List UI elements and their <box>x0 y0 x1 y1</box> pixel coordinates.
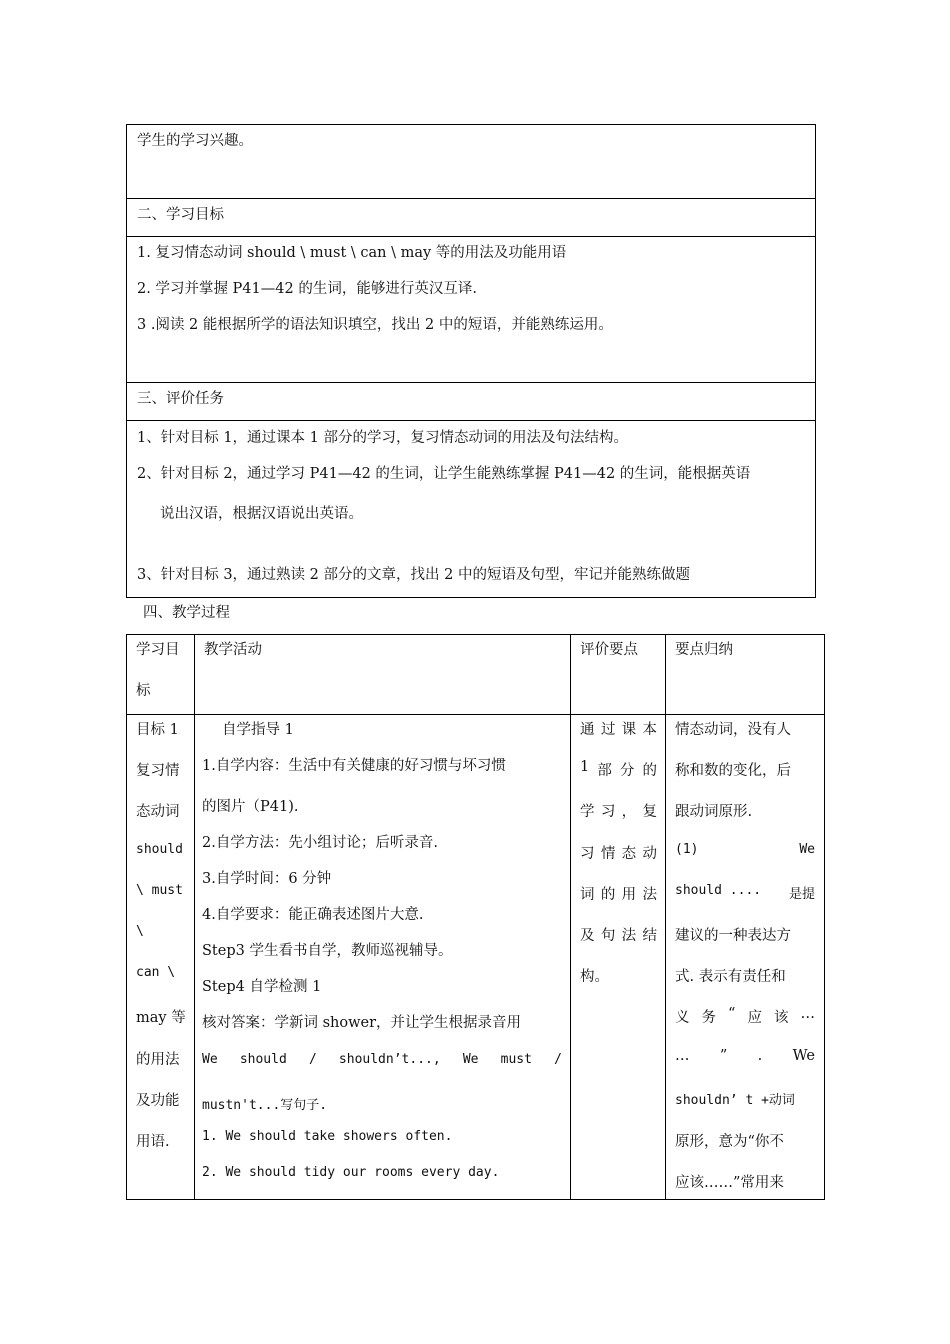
intro-text: 学生的学习兴趣。 <box>137 133 253 149</box>
header-evaluation: 评价要点 <box>580 642 638 658</box>
summary-token: 跟动词原形. <box>675 804 753 821</box>
summary-token: should .... <box>675 882 762 898</box>
summary-line <box>675 1171 784 1192</box>
evaluation-char: 构。 <box>580 969 609 986</box>
summary-line <box>675 1130 784 1151</box>
summary-token: 应该……”常用来 <box>675 1175 784 1192</box>
summary-line <box>675 759 791 780</box>
row-divider <box>126 382 816 383</box>
summary-token: 称和数的变化，后 <box>675 763 791 780</box>
evaluation-char: 习 <box>600 804 616 821</box>
activity-line: 3.自学时间：6 分钟 <box>202 871 332 887</box>
row-divider <box>126 420 816 421</box>
row-divider <box>126 236 816 237</box>
evaluation-char: 通 <box>580 722 595 738</box>
objectives-table <box>126 124 816 598</box>
summary-token: (1) <box>675 841 699 857</box>
evaluation-char: 分 <box>619 763 635 780</box>
summary-line <box>675 1089 795 1108</box>
summary-token: … <box>800 1006 815 1023</box>
header-divider <box>126 714 825 715</box>
evaluation-line <box>580 924 657 945</box>
activity-line: 4.自学要求：能正确表述图片大意. <box>202 907 424 923</box>
sentence-pattern-token: / <box>554 1052 562 1067</box>
activity-line-sentence-pattern <box>202 1052 562 1067</box>
evaluation-char: 习 <box>580 845 595 862</box>
summary-token: ” <box>719 1047 728 1064</box>
goal-line: 复习情 <box>136 763 180 780</box>
activity-line: Step4 自学检测 1 <box>202 979 322 995</box>
summary-token: shouldn’ t +动词 <box>675 1092 795 1108</box>
sentence-pattern-token: We <box>462 1052 479 1067</box>
activity-line: 核对答案：学新词 shower，并让学生根据录音用 <box>202 1015 522 1031</box>
task-item: 3、针对目标 3，通过熟读 2 部分的文章，找出 2 中的短语及句型，牢记并能熟练做题 <box>137 567 690 583</box>
evaluation-char: 的 <box>642 763 657 780</box>
summary-token: … <box>675 1047 690 1064</box>
goal-line: 及功能 <box>136 1092 180 1109</box>
sentence-pattern-token: must <box>500 1052 532 1067</box>
summary-line <box>675 924 791 945</box>
sentence-pattern-token: We <box>202 1052 218 1067</box>
summary-line <box>675 718 791 739</box>
evaluation-line <box>580 842 657 863</box>
evaluation-line <box>580 883 657 904</box>
goal-line: 的用法 <box>136 1051 180 1068</box>
evaluation-char: 课 <box>621 722 637 738</box>
objective-item: 2. 学习并掌握 P41—42 的生词，能够进行英汉互译. <box>137 281 477 297</box>
activity-example: 1. We should take showers often. <box>202 1129 453 1144</box>
column-divider <box>570 634 571 1200</box>
evaluation-line <box>580 800 657 821</box>
evaluation-char: 用 <box>621 886 637 903</box>
task-item: 1、针对目标 1，通过课本 1 部分的学习，复习情态动词的用法及句法结构。 <box>137 430 629 446</box>
summary-token: 情态动词，没有人 <box>675 722 791 738</box>
evaluation-char: ， <box>621 804 637 821</box>
header-summary: 要点归纳 <box>675 642 733 658</box>
evaluation-char: 本 <box>642 722 657 738</box>
summary-token: 务 <box>701 1010 717 1027</box>
summary-line <box>675 842 815 857</box>
goal-line: can \ <box>136 965 176 981</box>
activity-line: 1.自学内容：生活中有关健康的好习惯与坏习惯 <box>202 758 506 774</box>
row-divider <box>126 198 816 199</box>
evaluation-char: 复 <box>642 804 657 821</box>
activity-line: mustn't...写句子. <box>202 1098 328 1113</box>
evaluation-char: 部 <box>597 763 612 780</box>
column-divider <box>194 634 195 1200</box>
summary-token: 应 <box>747 1010 762 1027</box>
evaluation-char: 词 <box>580 886 595 903</box>
evaluation-char: 动 <box>642 845 657 862</box>
goal-line: 用语. <box>136 1134 170 1150</box>
evaluation-line <box>580 759 657 780</box>
activity-title: 自学指导 1 <box>222 722 294 738</box>
evaluation-char: 过 <box>600 722 616 738</box>
evaluation-char: 法 <box>642 886 657 903</box>
header-goal-cont: 标 <box>136 683 151 699</box>
summary-token: 原形，意为“你不 <box>675 1134 784 1150</box>
sentence-pattern-token: / <box>308 1052 317 1067</box>
summary-token: 该 <box>773 1010 789 1027</box>
activity-line: Step3 学生看书自学，教师巡视辅导。 <box>202 943 453 959</box>
evaluation-char: 态 <box>621 845 637 862</box>
goal-line: should <box>136 841 183 857</box>
summary-token: 义 <box>675 1010 690 1027</box>
section3-heading: 三、评价任务 <box>137 391 224 407</box>
evaluation-char: 法 <box>621 928 637 944</box>
goal-line: may 等 <box>136 1010 186 1027</box>
activity-line: 2.自学方法：先小组讨论；后听录音. <box>202 835 438 851</box>
section4-heading: 四、教学过程 <box>143 605 230 621</box>
summary-token: “ <box>728 1006 736 1023</box>
activity-example: 2. We should tidy our rooms every day. <box>202 1165 500 1180</box>
header-activity: 教学活动 <box>204 642 262 658</box>
evaluation-line <box>580 965 609 986</box>
summary-token: . <box>757 1047 763 1064</box>
objective-item: 3 .阅读 2 能根据所学的语法知识填空，找出 2 中的短语，并能熟练运用。 <box>137 317 613 333</box>
summary-token: 建议的一种表达方 <box>675 928 791 944</box>
objective-item: 1. 复习情态动词 should \ must \ can \ may 等的用法及功能用语 <box>137 245 567 261</box>
evaluation-char: 情 <box>600 845 616 862</box>
summary-line <box>675 883 815 902</box>
evaluation-char: 学 <box>580 804 595 821</box>
summary-token: 是提 <box>788 886 815 902</box>
goal-line: \ <box>136 924 144 939</box>
summary-line <box>675 1006 815 1027</box>
column-divider <box>665 634 666 1200</box>
section2-heading: 二、学习目标 <box>137 207 224 223</box>
header-goal: 学习目 <box>136 642 180 658</box>
evaluation-char: 1 <box>580 759 590 776</box>
summary-line <box>675 800 752 821</box>
goal-line: \ must <box>136 882 183 898</box>
evaluation-char: 句 <box>600 928 616 944</box>
summary-token: 式. 表示有责任和 <box>675 969 786 986</box>
task-item: 2、针对目标 2，通过学习 P41—42 的生词，让学生能熟练掌握 P41—42 的生词，能根据英语 <box>137 466 751 482</box>
task-item: 说出汉语，根据汉语说出英语。 <box>160 506 363 522</box>
evaluation-char: 及 <box>580 928 595 944</box>
summary-line <box>675 1048 815 1064</box>
goal-line: 目标 1 <box>136 722 179 738</box>
summary-token: We <box>792 1047 815 1064</box>
summary-line <box>675 965 786 986</box>
evaluation-char: 的 <box>600 886 616 903</box>
activity-line: 的图片（P41). <box>202 799 299 815</box>
summary-token: We <box>799 841 815 857</box>
sentence-pattern-token: should <box>239 1052 287 1067</box>
evaluation-char: 结 <box>642 928 657 944</box>
evaluation-line <box>580 718 657 739</box>
goal-line: 态动词 <box>136 804 180 821</box>
sentence-pattern-token: shouldn’t..., <box>338 1052 441 1067</box>
